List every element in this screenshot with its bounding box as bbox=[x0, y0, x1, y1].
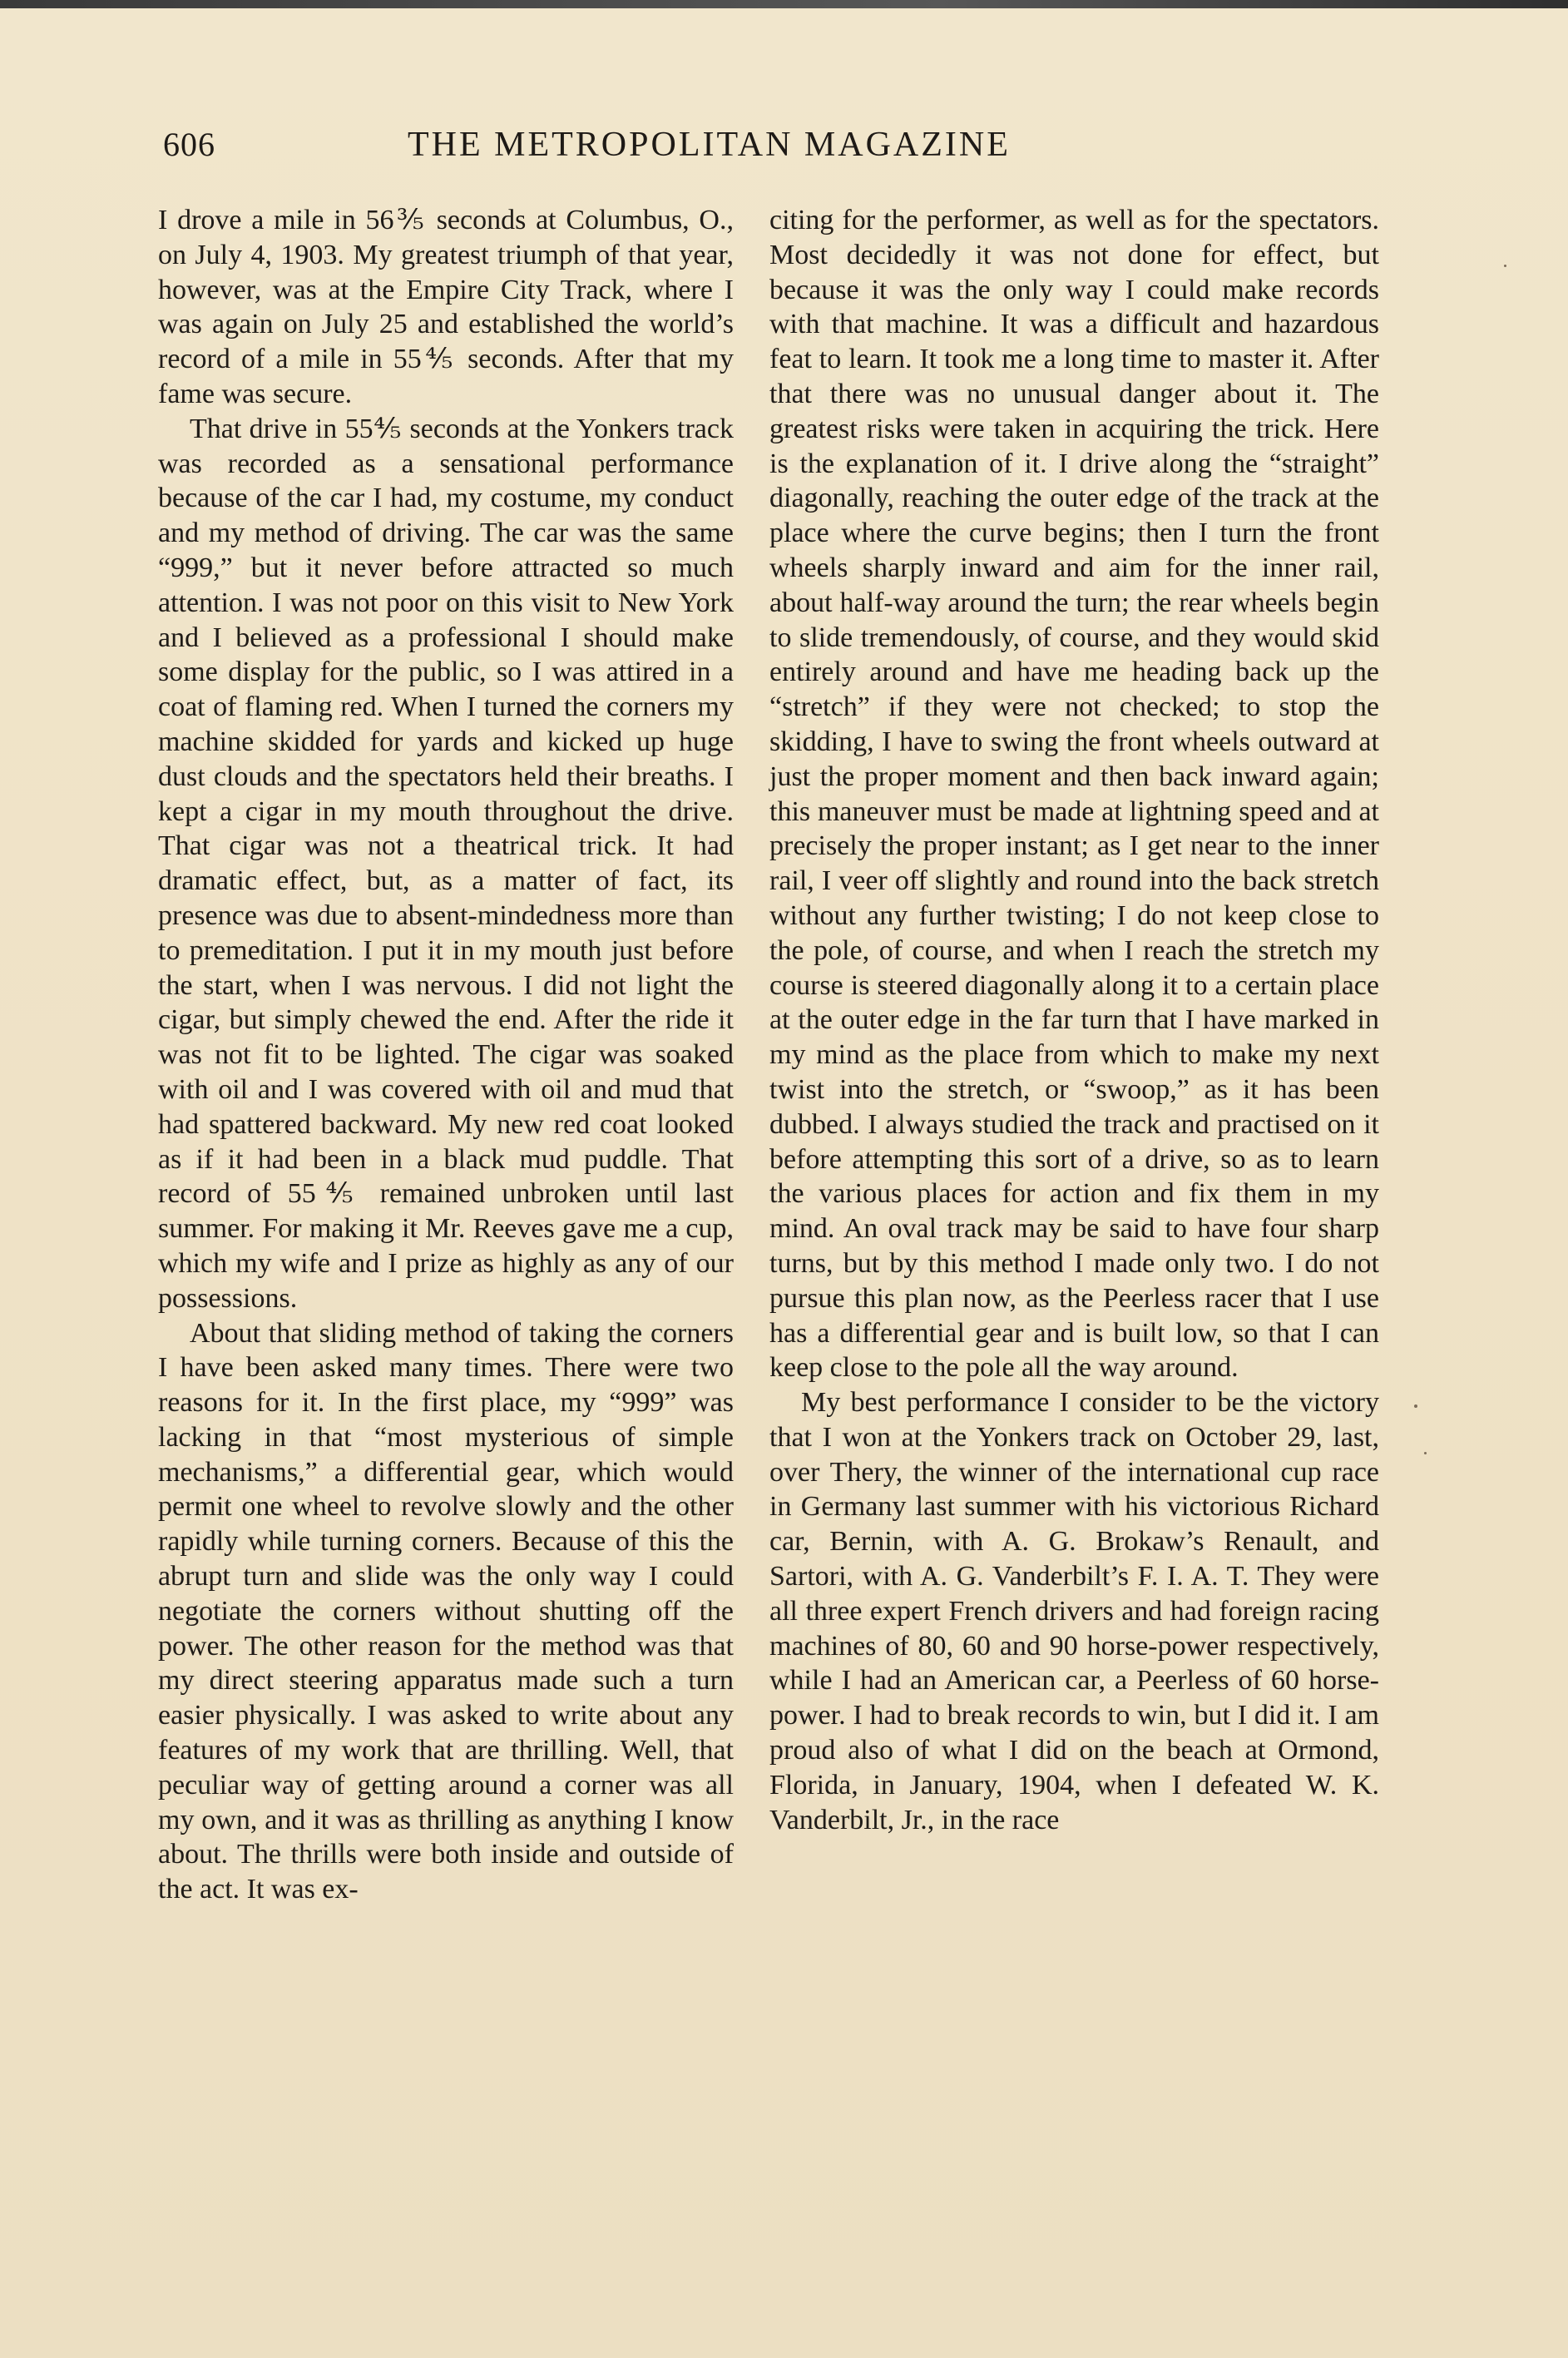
page-header bbox=[0, 125, 1568, 175]
left-paragraph-3: About that sliding method of taking the corners I have been asked many times. There were two reasons for it. In the first place, my “999” was lacking in that “most mysterious of simple mechanisms,” a differential gear, which would permit one wheel to revolve slowly and the other rapidly while turning corners. Because of this the abrupt turn and slide was the only way I could negotiate the corners without shutting off the power. The other reason for the method was that my direct steering apparatus made such a turn easier physically. I was asked to write about any features of my work that are thrilling. Well, that peculiar way of getting around a corner was all my own, and it was as thrilling as anything I know about. The thrills were both inside and outside of the act. It was ex- bbox=[158, 1317, 734, 1905]
running-title: THE METROPOLITAN MAGAZINE bbox=[408, 126, 1011, 164]
paper-speck bbox=[1504, 265, 1506, 267]
paper-speck bbox=[1414, 1404, 1417, 1408]
right-paragraph-2: My best performance I consider to be the victory that I won at the Yonkers track on October 29, last, over Thery, the winner of the international cup race in Germany last summer with his victorious Richard car, Bernin, with A. G. Brokaw’s Renault, and Sartori, with A. G. Vanderbilt’s F. I. A. T. They were all three expert French drivers and had foreign racing machines of 80, 60 and 90 horse-power respectively, while I had an American car, a Peerless of 60 horse-power. I had to break records to win, but I did it. I am proud also of what I did on the beach at Ormond, Florida, in January, 1904, when I defeated W. K. Vanderbilt, Jr., in the race bbox=[769, 1387, 1379, 1835]
paper-speck bbox=[1424, 1452, 1427, 1454]
right-paragraph-1: citing for the performer, as well as for the spectators. Most decidedly it was not done for effect, but because it was the only way I could make records with that machine. It was a difficult and hazardous feat to learn. It took me a long time to master it. After that there was no unusual danger about it. The greatest risks were taken in acquiring the trick. Here is the explanation of it. I drive along the “straight” diagonally, reaching the outer edge of the track at the place where the curve begins; then I turn the front wheels sharply inward and aim for the inner rail, about half-way around the turn; the rear wheels begin to slide tremendously, of course, and they would skid entirely around and have me heading back up the “stretch” if they were not checked; to stop the skidding, I have to swing the front wheels outward at just the proper moment and then back inward again; this maneuver must be made at lightning speed and at precisely the proper instant; as I get near to the inner rail, I veer off slightly and round into the back stretch without any further twisting; I do not keep close to the pole, of course, and when I reach the stretch my course is steered diagonally along it to a certain place at the outer edge in the far turn that I have marked in my mind as the place from which to make my next twist into the stretch, or “swoop,” as it has been dubbed. I always studied the track and practised on it before attempting this sort of a drive, so as to learn the various places for action and fix them in my mind. An oval track may be said to have four sharp turns, but by this method I made only two. I do not pursue this plan now, as the Peerless racer that I use has a differential gear and is built low, so that I can keep close to the pole all the way around. bbox=[769, 205, 1379, 1384]
left-column bbox=[158, 203, 734, 1907]
left-paragraph-1: I drove a mile in 56⅗ seconds at Columbus, O., on July 4, 1903. My greatest triumph of that year, however, was at the Empire City Track, where I was again on July 25 and established the world’s record of a mile in 55⅘ seconds. After that my fame was secure. bbox=[158, 205, 734, 409]
page-number: 606 bbox=[163, 126, 215, 163]
left-paragraph-2: That drive in 55⅘ seconds at the Yonkers track was recorded as a sensational performance because of the car I had, my costume, my conduct and my method of driving. The car was the same “999,” but it never before attracted so much attention. I was not poor on this visit to New York and I believed as a professional I should make some display for the public, so I was attired in a coat of flaming red. When I turned the corners my machine skidded for yards and kicked up huge dust clouds and the spectators held their breaths. I kept a cigar in my mouth throughout the drive. That cigar was not a theatrical trick. It had dramatic effect, but, as a matter of fact, its presence was due to absent-mindedness more than to premeditation. I put it in my mouth just before the start, when I was nervous. I did not light the cigar, but simply chewed the end. After the ride it was not fit to be lighted. The cigar was soaked with oil and I was covered with oil and mud that had spattered backward. My new red coat looked as if it had been in a black mud puddle. That record of 55⅘ remained unbroken until last summer. For making it Mr. Reeves gave me a cup, which my wife and I prize as highly as any of our possessions. bbox=[158, 413, 734, 1314]
scan-top-edge bbox=[0, 0, 1568, 8]
right-column bbox=[769, 203, 1379, 1837]
